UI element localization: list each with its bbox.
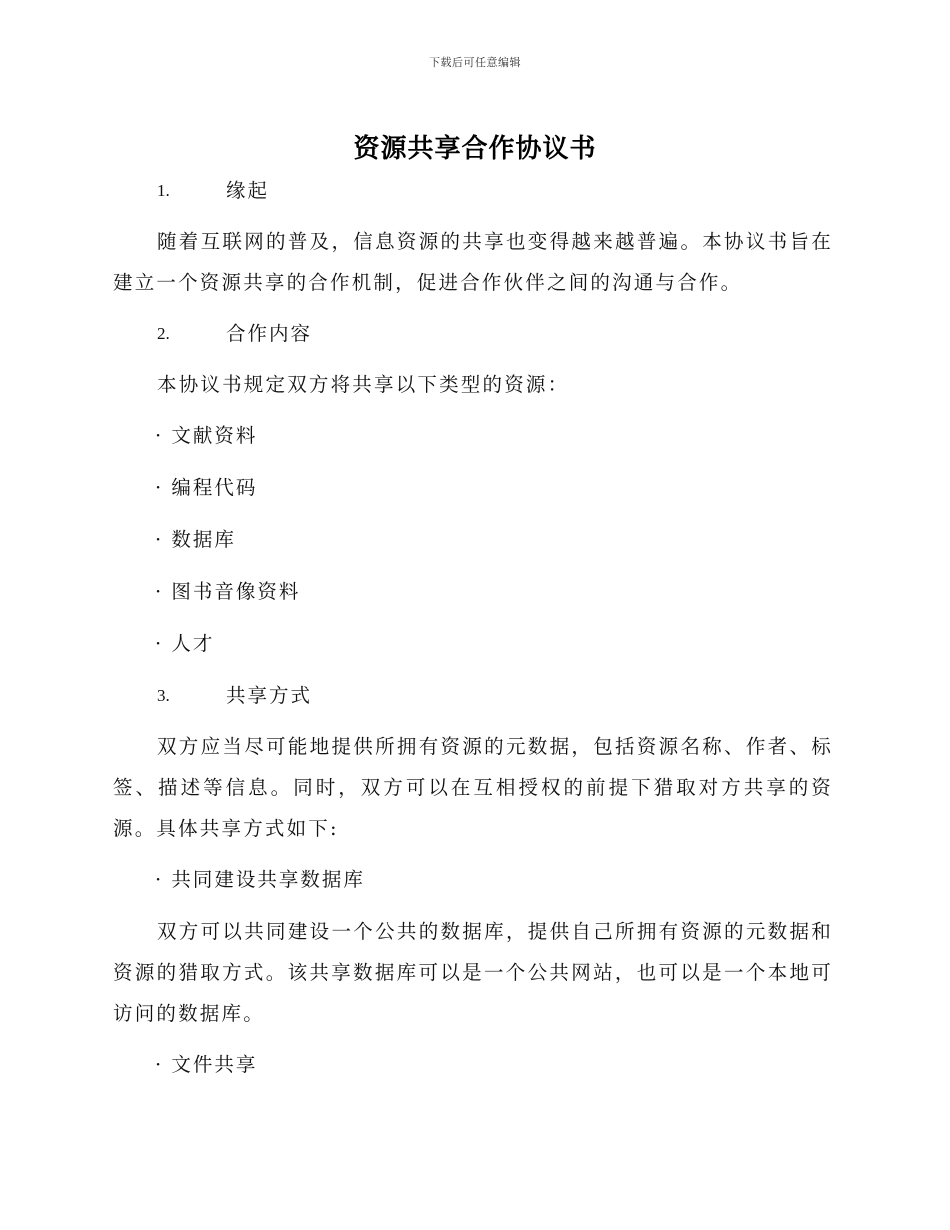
list-item: · 图书音像资料: [155, 580, 301, 603]
document-body: [113, 170, 833, 1096]
section-title: 缘起: [226, 179, 270, 202]
paragraph-origin: 随着互联网的普及，信息资源的共享也变得越来越普遍。本协议书旨在建立一个资源共享的合作机制，促进合作伙伴之间的沟通与合作。: [113, 230, 833, 294]
paragraph-content-intro: 本协议书规定双方将共享以下类型的资源：: [157, 373, 570, 396]
paragraph-shared-database: 双方可以共同建设一个公共的数据库，提供自己所拥有资源的元数据和资源的猎取方式。该共享数据库可以是一个公共网站，也可以是一个本地可访问的数据库。: [113, 920, 833, 1025]
section-number: 2.: [157, 324, 170, 343]
section-title: 合作内容: [226, 322, 313, 345]
list-item: · 文献资料: [155, 424, 258, 447]
section-title: 共享方式: [226, 684, 313, 707]
list-item: · 编程代码: [155, 476, 258, 499]
section-number: 3.: [157, 686, 170, 705]
list-item: · 文件共享: [155, 1053, 258, 1076]
list-item: · 人才: [155, 632, 215, 655]
section-heading-2: [113, 313, 833, 354]
list-item: · 共同建设共享数据库: [155, 868, 365, 891]
list-item: · 数据库: [155, 528, 236, 551]
header-note: 下载后可任意编辑: [429, 56, 521, 69]
section-heading-3: [113, 675, 833, 716]
document-title: 资源共享合作协议书: [353, 134, 597, 164]
section-heading-1: [113, 170, 833, 211]
section-number: 1.: [157, 181, 170, 200]
paragraph-sharing-method: 双方应当尽可能地提供所拥有资源的元数据，包括资源名称、作者、标签、描述等信息。同时，双方可以在互相授权的前提下猎取对方共享的资源。具体共享方式如下:: [113, 735, 833, 840]
